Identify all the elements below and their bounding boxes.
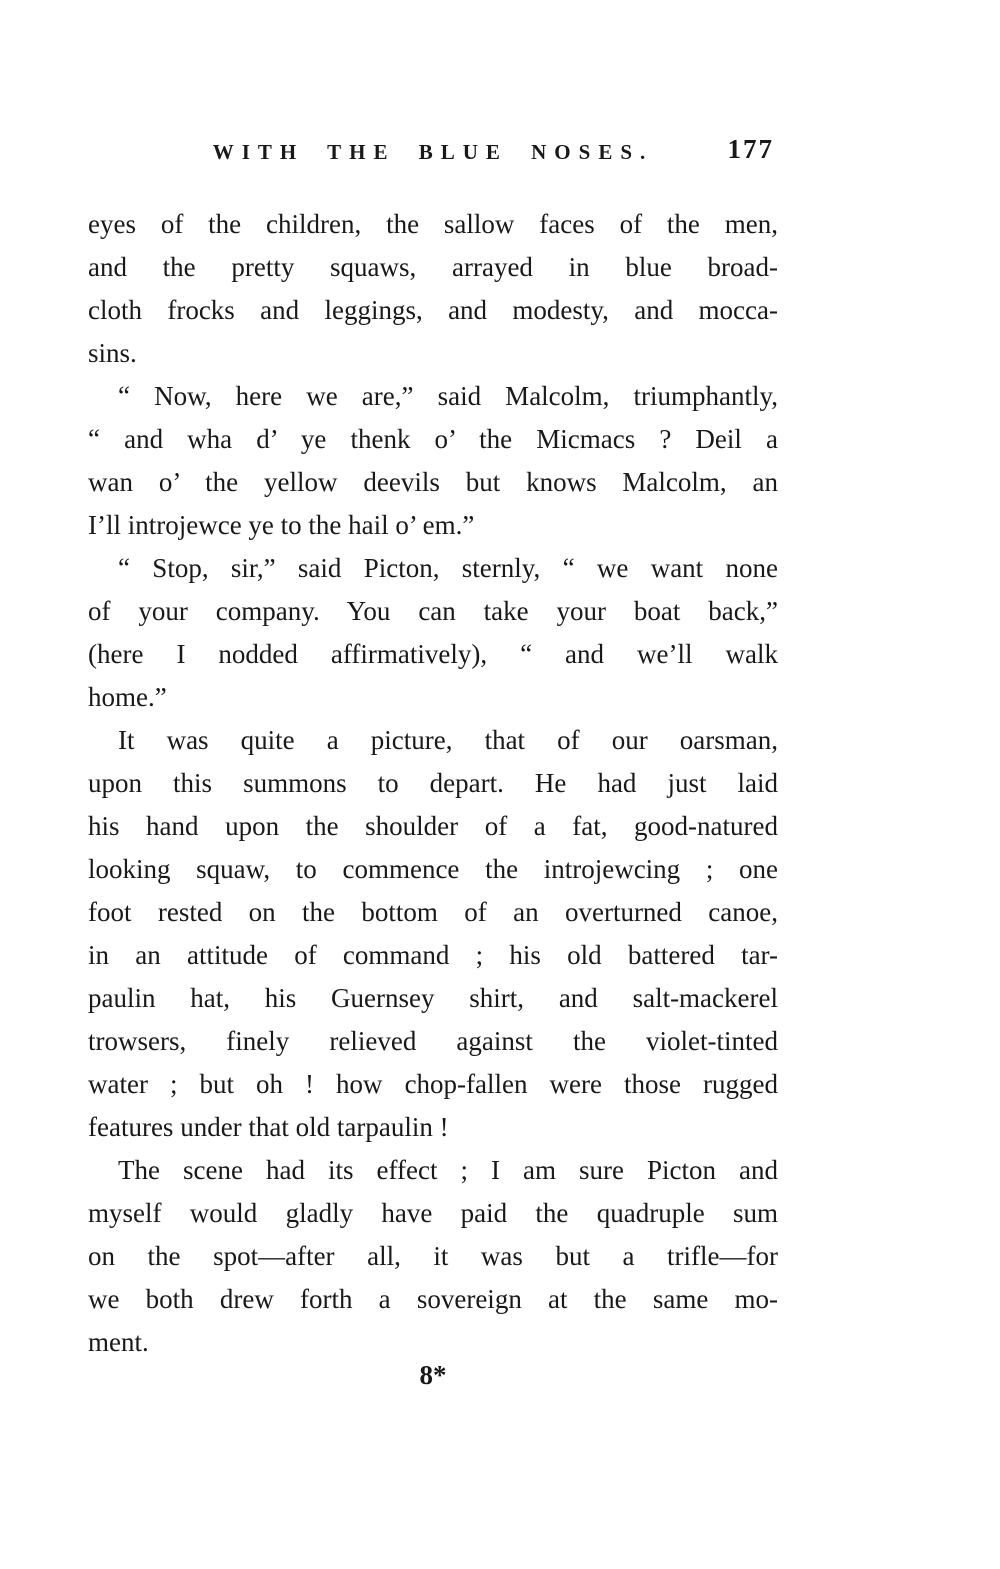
text-line: sins. — [88, 338, 137, 368]
paragraph — [88, 547, 778, 719]
text-line: home.” — [88, 682, 167, 712]
text-line: wan o’ the yellow deevils but knows Malcolm, an — [88, 467, 778, 497]
text-line: paulin hat, his Guernsey shirt, and salt-mackerel — [88, 983, 778, 1013]
text-line: The scene had its effect ; I am sure Picton and — [118, 1155, 778, 1185]
text-line: eyes of the children, the sallow faces of the men, — [88, 209, 778, 239]
text-line: in an attitude of command ; his old battered tar- — [88, 940, 778, 970]
text-line: “ Stop, sir,” said Picton, sternly, “ we want none — [118, 553, 778, 583]
text-line: features under that old tarpaulin ! — [88, 1112, 449, 1142]
paragraph — [88, 719, 778, 1149]
text-line: ment. — [88, 1327, 149, 1357]
text-line: his hand upon the shoulder of a fat, good-natured — [88, 811, 778, 841]
page-body — [88, 203, 778, 1364]
paragraph — [88, 375, 778, 547]
text-line: It was quite a picture, that of our oarsman, — [118, 725, 778, 755]
text-line: of your company. You can take your boat back,” — [88, 596, 778, 626]
page-number: 177 — [727, 134, 774, 164]
signature-mark: 8* — [419, 1360, 447, 1390]
text-line: on the spot—after all, it was but a trifle—for — [88, 1241, 778, 1271]
text-line: we both drew forth a sovereign at the same mo- — [88, 1284, 778, 1314]
paragraph — [88, 1149, 778, 1364]
running-title: WITH THE BLUE NOSES. — [212, 140, 654, 164]
text-line: “ and wha d’ ye thenk o’ the Micmacs ? Deil a — [88, 424, 778, 454]
text-line: foot rested on the bottom of an overturned canoe, — [88, 897, 778, 927]
text-line: “ Now, here we are,” said Malcolm, triumphantly, — [118, 381, 778, 411]
text-line: I’ll introjewce ye to the hail o’ em.” — [88, 510, 475, 540]
paragraph — [88, 203, 778, 375]
text-line: (here I nodded affirmatively), “ and we’ll walk — [88, 639, 778, 669]
text-line: water ; but oh ! how chop-fallen were those rugged — [88, 1069, 778, 1099]
text-line: trowsers, finely relieved against the violet-tinted — [88, 1026, 778, 1056]
text-line: myself would gladly have paid the quadruple sum — [88, 1198, 778, 1228]
text-line: and the pretty squaws, arrayed in blue broad- — [88, 252, 778, 282]
text-line: looking squaw, to commence the introjewcing ; one — [88, 854, 778, 884]
page-header — [88, 136, 778, 176]
text-line: upon this summons to depart. He had just laid — [88, 768, 778, 798]
text-line: cloth frocks and leggings, and modesty, and mocca- — [88, 295, 778, 325]
